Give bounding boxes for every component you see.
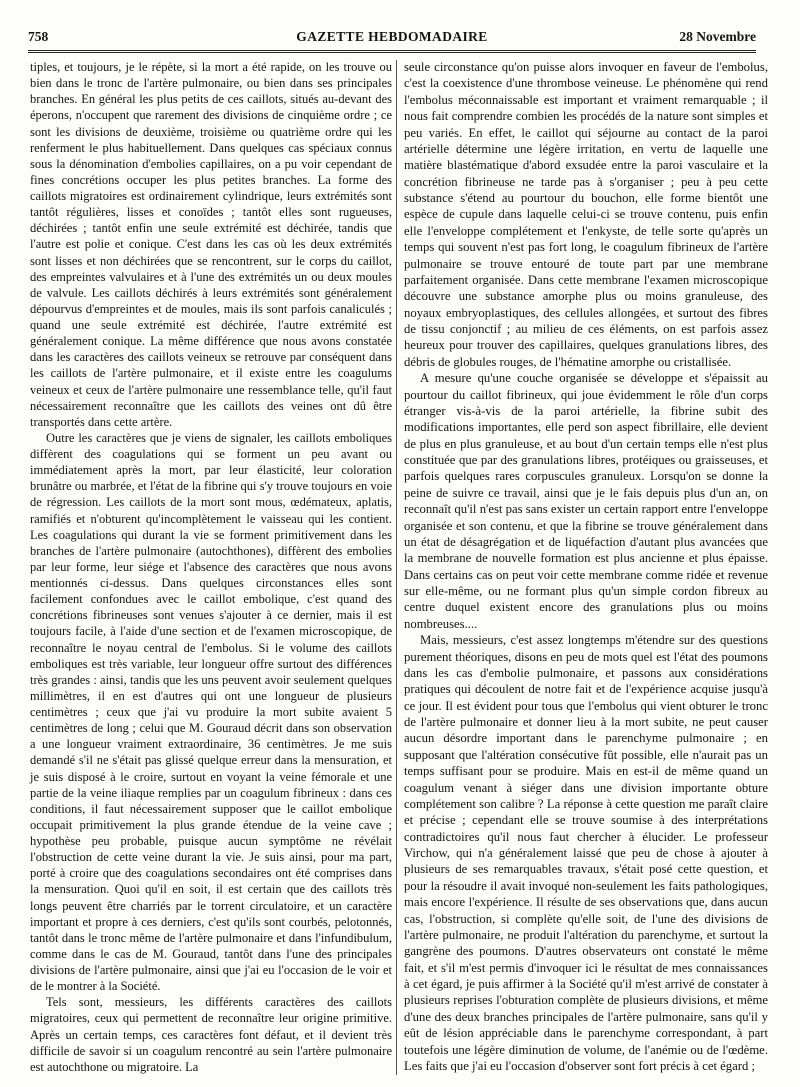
header-rule [28,50,756,53]
paragraph: Outre les caractères que je viens de signaler, les caillots emboliques diffèrent des coagulations qui se forment un peu avant ou immédiatement après la mort, par leur élasticité, leur coloration brunâtre ou marbrée, et l'état de la fibrine qui s'y trouve toujours en voie de régression. Les caillots de la mort sont mous, œdémateux, aplatis, ramifiés et n'obturent qu'incomplètement le vaisseau qui les contient. Les coagulations qui durant la vie se forment primitivement dans les branches de l'artère pulmonaire (autochthones), diffèrent des embolies par leur forme, leur siége et l'absence des caractères que nous avons mentionnés ci-dessus. Dans quelques circonstances elles sont facilement confondues avec le caillot embolique, c'est quand des concrétions fibrineuses sont venues s'ajouter à ce dernier, mais il est toujours facile, à l'aide d'une section et de l'examen microscopique, de reconnaître le noyau central de l'embolus. Si le volume des caillots emboliques est très variable, leur longueur offre surtout des différences très grandes : ainsi, tandis que les uns peuvent avoir seulement quelques millimètres, il en est d'autres qui ont une longueur de plusieurs centimètres ; ceux que j'ai vu produire la mort subite avaient 5 centimètres de long ; celui que M. Gouraud décrit dans son observation a une longueur vraiment extraordinaire, 36 centimètres. Je me suis demandé s'il ne s'était pas glissé quelque erreur dans la mensuration, et je suis disposé à le croire, surtout en voyant la veine fémorale et une partie de la veine iliaque remplies par un coagulum fibrineux : dans ces conditions, il faut nécessairement supposer que le caillot embolique occupait primitivement la plus grande étendue de la veine cave ; hypothèse peu probable, puisque aucun symptôme ne révélait l'obstruction de cette veine durant la vie. Je suis ainsi, pour ma part, porté à croire que des coagulations secondaires ont été comprises dans la mensuration. Quoi qu'il en soit, il est certain que des caillots très longs peuvent être charriés par le torrent circulatoire, et un caractère important et propre à ces derniers, c'est qu'ils sont courbés, pelotonnés, tantôt dans le tronc même de l'artère pulmonaire et dans l'infundibulum, comme dans le cas de M. Gouraud, tantôt dans l'une des principales divisions de l'artère pulmonaire, ainsi que j'ai eu l'occasion de le voir et de le montrer à la Société. [30,430,392,994]
running-header [28,26,756,48]
paragraph: Tels sont, messieurs, les différents caractères des caillots migratoires, ceux qui permettent de reconnaître leur origine primitive. Après un certain temps, ces caractères font défaut, et il devient très difficile de savoir si un coagulum rencontré au sein l'artère pulmonaire est autochthone ou migratoire. La [30,995,392,1074]
paragraph: seule circonstance qu'on puisse alors invoquer en faveur de l'embolus, c'est la coexistence d'une thrombose veineuse. Le phénomène qui rend l'embolus méconnaissable est important et vraiment remarquable ; il nous fait comprendre combien les procédés de la nature sont simples et peu variés. En effet, le caillot qui séjourne au contact de la paroi artérielle détermine une légère irritation, en vertu de laquelle une matière blastématique d'abord exsudée entre la paroi vasculaire et la concrétion fibrineuse ne tarde pas à s'organiser ; peu à peu cette substance s'étend au pourtour du bouchon, elle forme bientôt une espèce de cupule dans laquelle celui-ci se trouve contenu, puis enfin elle l'enveloppe complétement et l'enkyste, de telle sorte qu'après un temps qui souvent n'est pas fort long, le coagulum fibrineux de l'artère pulmonaire se trouve entouré de toute part par une membrane parfaitement organisée. Dans cette membrane l'examen microscopique découvre une substance amorphe plus ou moins granuleuse, des noyaux embryoplastiques, des cellules allongées, et surtout des fibres de tissu conjonctif ; au milieu de ces éléments, on est parfois assez heureux pour trouver des capillaires, quelques granulations libres, des débris de globules rouges, de l'hématine amorphe ou cristallisée. [404,60,768,369]
journal-title: GAZETTE HEBDOMADAIRE [296,29,488,44]
left-column [30,59,392,1075]
right-column [404,59,768,1074]
page-number: 758 [28,29,49,44]
column-divider [396,60,397,1075]
paragraph: tiples, et toujours, je le répète, si la mort a été rapide, on les trouve ou bien dans le tronc de l'artère pulmonaire, ou bien dans ses principales branches. En général les plus petits de ces caillots, situés au-devant des éperons, n'occupent que rarement des divisions de cinquième ordre ; ce sont les divisions de deuxième, troisième ou quatrième ordre qui les renferment le plus habituellement. Dans quelques cas spéciaux connus sous la dénomination d'embolies capillaires, on a pu voir cependant de fines concrétions occuper les plus petites branches. La forme des caillots migratoires est ordinairement cylindrique, leurs extrémités sont tantôt régulières, lisses et conoïdes ; tantôt elles sont rugueuses, déchirées ; tantôt enfin une seule extrémité est déchirée, tandis que l'autre est polie et conique. C'est dans les cas où les deux extrémités sont lisses et non déchirées que se rencontrent, sur le corps du caillot, des empreintes valvulaires et à l'une des extrémités un ou deux moules de valvule. Les caillots déchirés à leurs extrémités sont généralement dépourvus d'empreintes et de moules, mais ils sont parfois canaliculés ; quand une seule extrémité est déchirée, l'autre extrémité est généralement conique. La même différence que nous avons constatée dans les caractères des caillots veineux se retrouve par conséquent dans les caillots de l'artère pulmonaire, et il existe entre les coagulums veineux et ceux de l'artère pulmonaire une ressemblance telle, qu'il faut nécessairement reconnaître que les caillots des veines ont dû être transportés dans cette artère. [30,60,392,429]
paragraph: A mesure qu'une couche organisée se développe et s'épaissit au pourtour du caillot fibrineux, qui joue évidemment le rôle d'un corps étranger vis-à-vis de la paroi artérielle, la fibrine subit des modifications importantes, elle perd son aspect fibrillaire, elle devient de plus en plus granuleuse, et au bout d'un certain temps elle n'est plus constituée que par des granulations libres, protéiques ou graisseuses, et parfois quelques rares corpuscules granuleux. Lorsqu'on se donne la peine de suivre ce travail, ainsi que je le fais depuis plus d'un an, on reconnaît qu'il n'est pas sans exister un certain rapport entre l'enveloppe organisée et son contenu, et que la fibrine se trouve généralement dans un état de désagrégation et de liquéfaction d'autant plus avancées que la membrane de nouvelle formation est plus ancienne et plus épaisse. Dans certains cas on peut voir cette membrane comme ridée et revenue sur elle-même, ou ne formant plus qu'un simple cordon fibreux au centre duquel existent encore des granulations plus ou moins nombreuses.... [404,371,768,631]
issue-date: 28 Novembre [679,29,756,44]
paragraph: Mais, messieurs, c'est assez longtemps m'étendre sur des questions purement théoriques, disons en peu de mots quel est l'état des poumons dans les cas d'embolie pulmonaire, et passons aux considérations pratiques qui découlent de notre fait et de l'expérience acquise jusqu'à ce jour. Il est évident pour tous que l'embolus qui vient obturer le tronc de l'artère pulmonaire et donner lieu à la mort subite, ne peut causer aucun désordre important dans le parenchyme pulmonaire ; en supposant que l'altération consécutive fût possible, elle n'aurait pas un temps suffisant pour se produire. Mais en est-il de même quand un coagulum venant à siéger dans une division importante obture complétement son calibre ? La réponse à cette question me paraît claire et précise ; cependant elle se trouve soumise à des interprétations contradictoires qu'il nous faut chercher à élucider. Le professeur Virchow, qui n'a généralement laissé que peu de chose à ajouter à plusieurs de ses remarquables travaux, s'était posé cette question, et pour la résoudre il avait invoqué non-seulement les faits pathologiques, mais encore l'expérience. Il résulte de ses observations que, dans aucun cas, l'obstruction, si complète qu'elle soit, de l'une des divisions de l'artère pulmonaire, ne produit l'altération du parenchyme, et surtout la gangrène des poumons. D'autres observateurs ont constaté le même fait, et s'il m'est permis d'invoquer ici le résultat de mes connaissances à cet égard, je puis affirmer à la Société qu'il m'est arrivé de constater à plusieurs reprises l'obturation complète de plusieurs divisions, et même d'une des deux branches principales de l'artère pulmonaire, sans qu'il y eût de lésion appréciable dans le parenchyme correspondant, à part toutefois une légère diminution de volume, de l'anémie ou de l'œdème. Les faits que j'ai eu l'occasion d'observer sont fort précis à cet égard ; [404,633,768,1073]
